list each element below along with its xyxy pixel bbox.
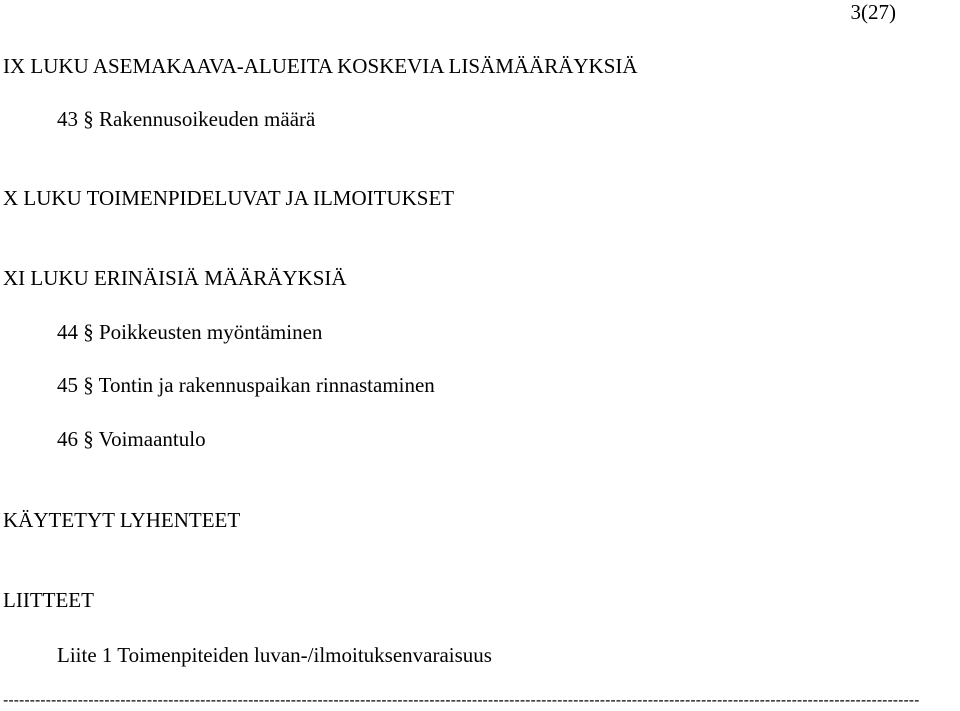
- abbreviations-heading: KÄYTETYT LYHENTEET: [3, 508, 241, 532]
- chapter-heading-x: X LUKU TOIMENPIDELUVAT JA ILMOITUKSET: [3, 186, 455, 210]
- chapter-heading-ix: IX LUKU ASEMAKAAVA-ALUEITA KOSKEVIA LISÄMÄÄRÄYKSIÄ: [3, 54, 638, 78]
- section-symbol: §: [83, 107, 94, 131]
- chapter-heading-xi: XI LUKU ERINÄISIÄ MÄÄRÄYKSIÄ: [3, 266, 347, 290]
- item-title: Voimaantulo: [98, 427, 206, 451]
- item-number: 43: [57, 107, 78, 131]
- toc-item-43: [57, 107, 315, 131]
- toc-item-44: [57, 320, 322, 344]
- section-symbol: §: [83, 320, 94, 344]
- item-title: Poikkeusten myöntäminen: [99, 320, 323, 344]
- section-symbol: §: [83, 373, 94, 397]
- appendices-heading: LIITTEET: [3, 588, 94, 612]
- toc-item-45: [57, 373, 435, 397]
- item-title: Tontin ja rakennuspaikan rinnastaminen: [98, 373, 435, 397]
- footer-dashed-rule: ----------------------------------------------------------------------------------------------------------------------------------------------------------------------------: [3, 692, 920, 709]
- item-number: 45: [57, 373, 78, 397]
- page-number: 3(27): [850, 0, 896, 24]
- appendix-item-1: Liite 1 Toimenpiteiden luvan-/ilmoituksenvaraisuus: [57, 643, 492, 667]
- item-number: 46: [57, 427, 78, 451]
- item-number: 44: [57, 320, 78, 344]
- toc-item-46: [57, 427, 206, 451]
- section-symbol: §: [83, 427, 94, 451]
- item-title: Rakennusoikeuden määrä: [99, 107, 316, 131]
